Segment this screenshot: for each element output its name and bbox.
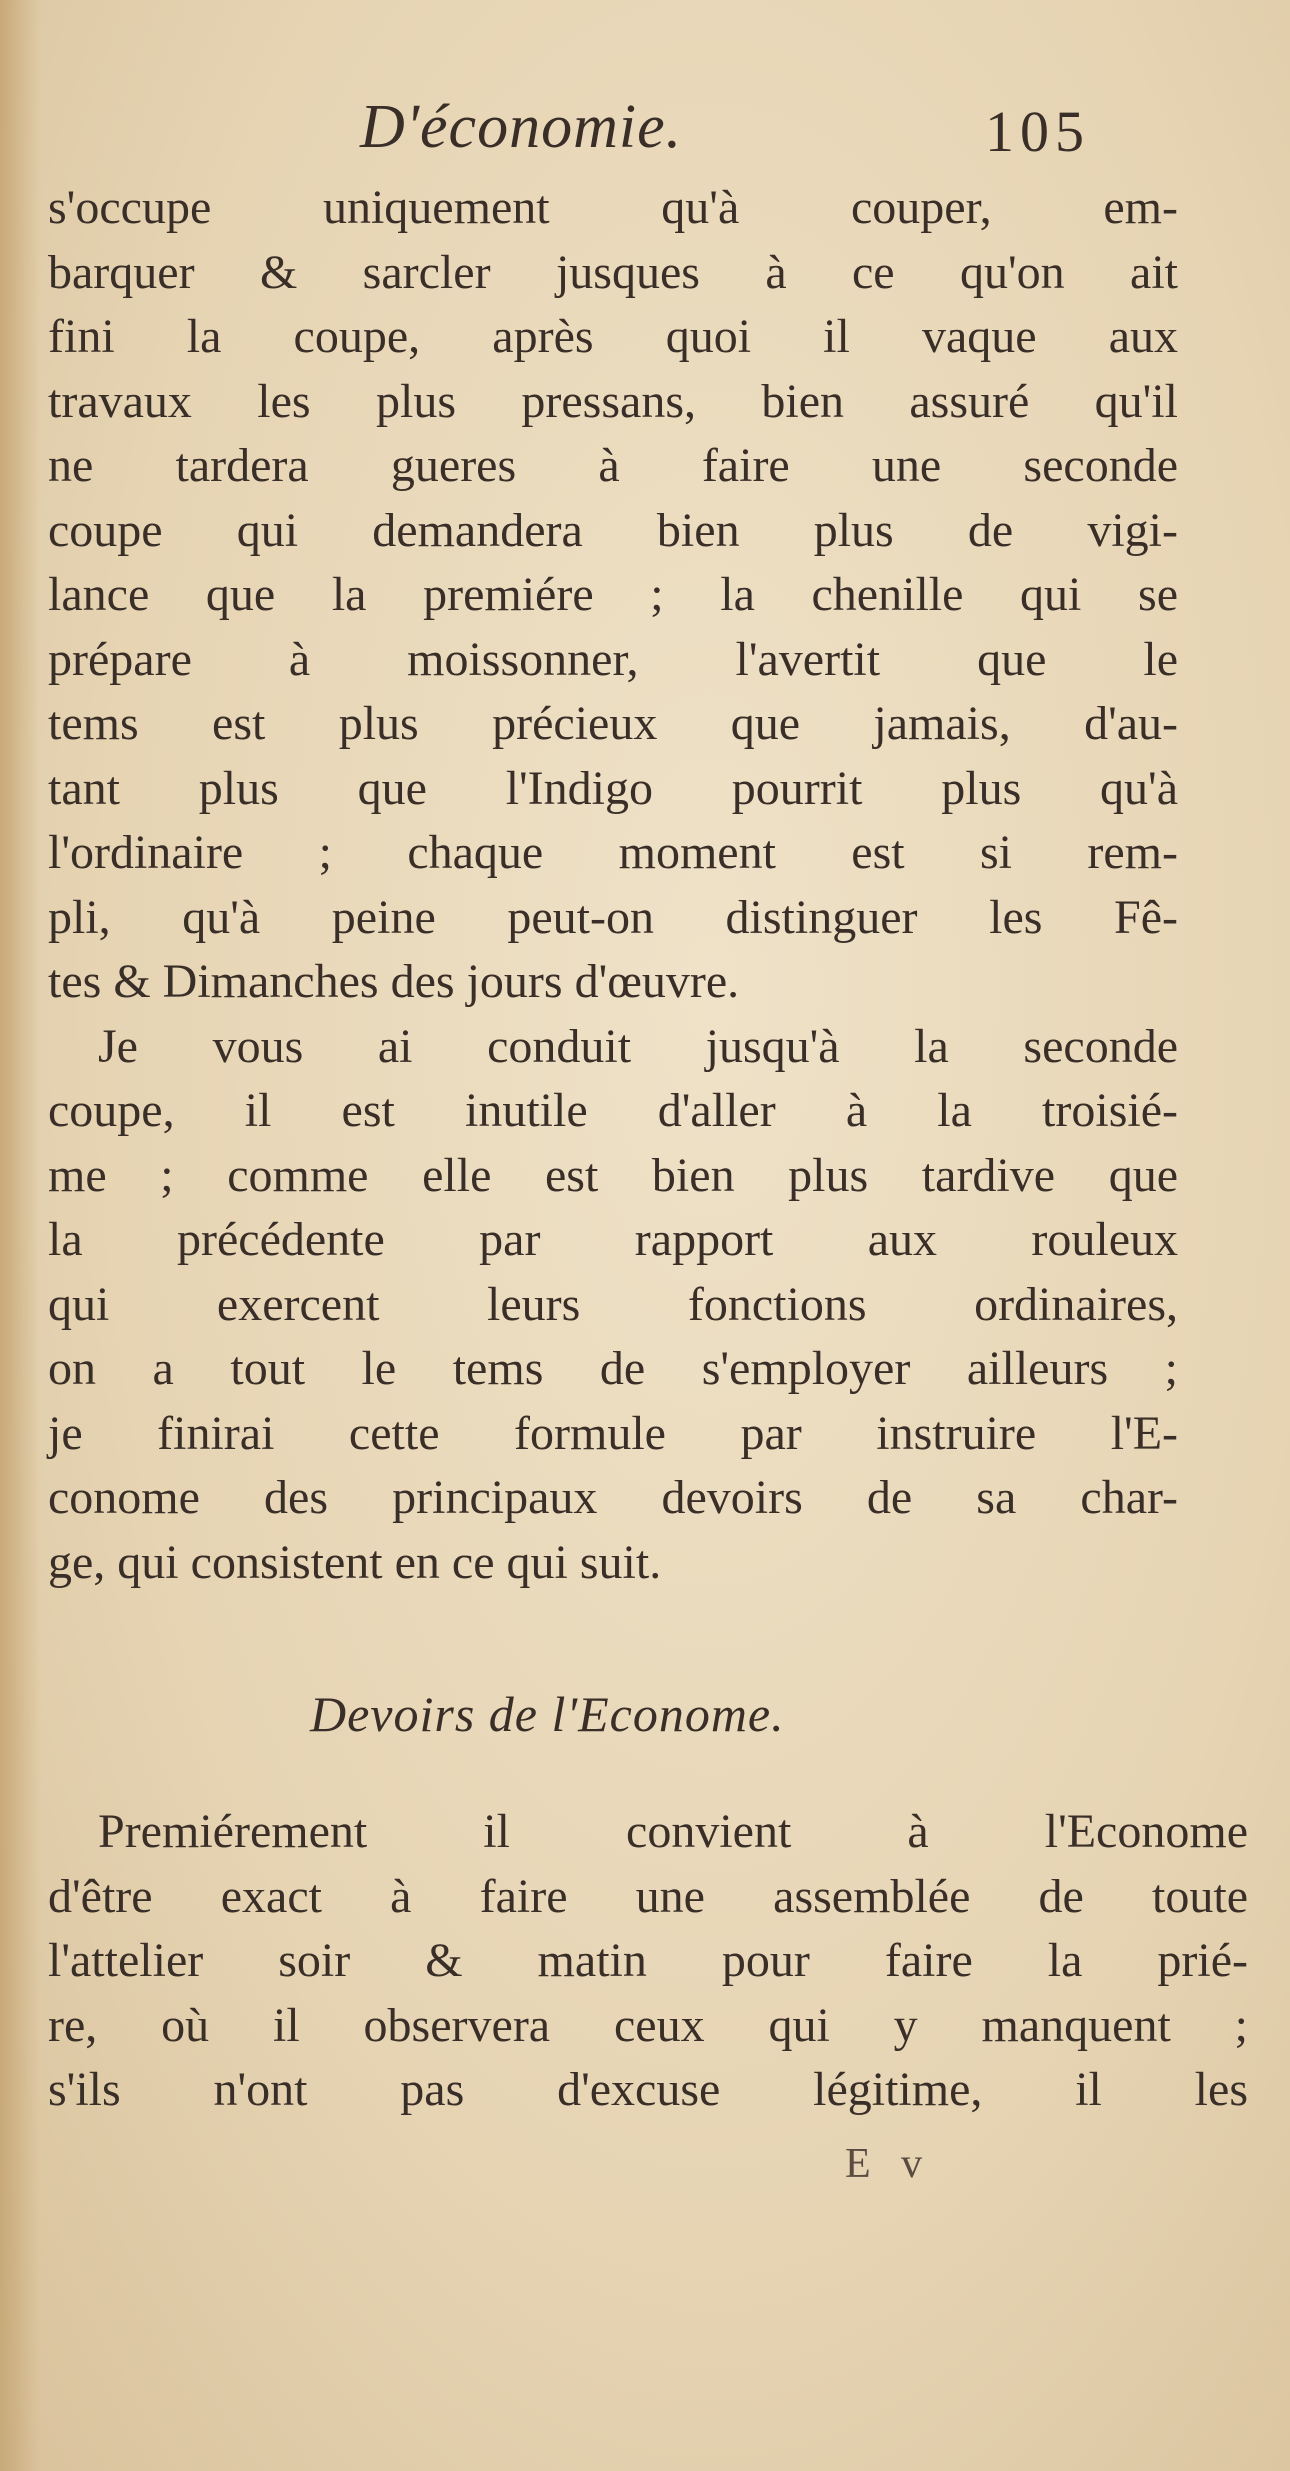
text-line: pli, qu'à peine peut-on distinguer les Fê-	[48, 890, 1178, 944]
text-line: barquer & sarcler jusques à ce qu'on ait	[48, 245, 1178, 299]
signature-mark: E v	[845, 2141, 933, 2187]
text-line: prépare à moissonner, l'avertit que le	[48, 632, 1178, 686]
text-line: l'attelier soir & matin pour faire la prié-	[48, 1934, 1248, 1987]
text-line: lance que la premiére ; la chenille qui se	[48, 568, 1178, 621]
main-text	[48, 176, 1178, 1595]
text-line: tant plus que l'Indigo pourrit plus qu'à	[48, 761, 1178, 815]
text-line: Je vous ai conduit jusqu'à la seconde	[98, 1019, 1178, 1073]
text-line: ne tardera gueres à faire une seconde	[48, 439, 1178, 492]
text-line: coupe qui demandera bien plus de vigi-	[48, 503, 1178, 557]
text-line: tes & Dimanches des jours d'œuvre.	[48, 955, 740, 1008]
text-line: me ; comme elle est bien plus tardive que	[48, 1148, 1178, 1202]
text-line: s'occupe uniquement qu'à couper, em-	[48, 181, 1178, 234]
text-line: je finirai cette formule par instruire l'E-	[48, 1406, 1178, 1460]
text-line: d'être exact à faire une assemblée de toute	[48, 1869, 1248, 1923]
paragraph-1	[48, 176, 1178, 1015]
text-line: fini la coupe, après quoi il vaque aux	[48, 310, 1178, 363]
section-text	[48, 1800, 1248, 2123]
text-line: tems est plus précieux que jamais, d'au-	[48, 697, 1178, 750]
text-line: qui exercent leurs fonctions ordinaires,	[48, 1277, 1178, 1331]
paragraph-3	[48, 1800, 1248, 2123]
text-line: la précédente par rapport aux rouleux	[48, 1213, 1178, 1266]
page-number: 105	[985, 99, 1090, 164]
paragraph-2	[48, 1015, 1178, 1596]
text-line: conome des principaux devoirs de sa char-	[48, 1471, 1178, 1524]
text-line: Premiérement il convient à l'Econome	[98, 1805, 1248, 1858]
text-line: ge, qui consistent en ce qui suit.	[48, 1535, 662, 1589]
section-heading: Devoirs de l'Econome.	[310, 1686, 785, 1742]
gutter-shadow	[0, 0, 40, 2471]
text-line: on a tout le tems de s'employer ailleurs ;	[48, 1342, 1178, 1395]
text-line: l'ordinaire ; chaque moment est si rem-	[48, 826, 1178, 879]
text-line: re, où il observera ceux qui y manquent ;	[48, 1998, 1248, 2052]
text-line: coupe, il est inutile d'aller à la troisié-	[48, 1084, 1178, 1137]
text-line: s'ils n'ont pas d'excuse légitime, il les	[48, 2063, 1248, 2116]
page-header	[0, 92, 1290, 172]
running-title: D'économie.	[360, 93, 683, 161]
text-line: travaux les plus pressans, bien assuré qu'il	[48, 374, 1178, 428]
